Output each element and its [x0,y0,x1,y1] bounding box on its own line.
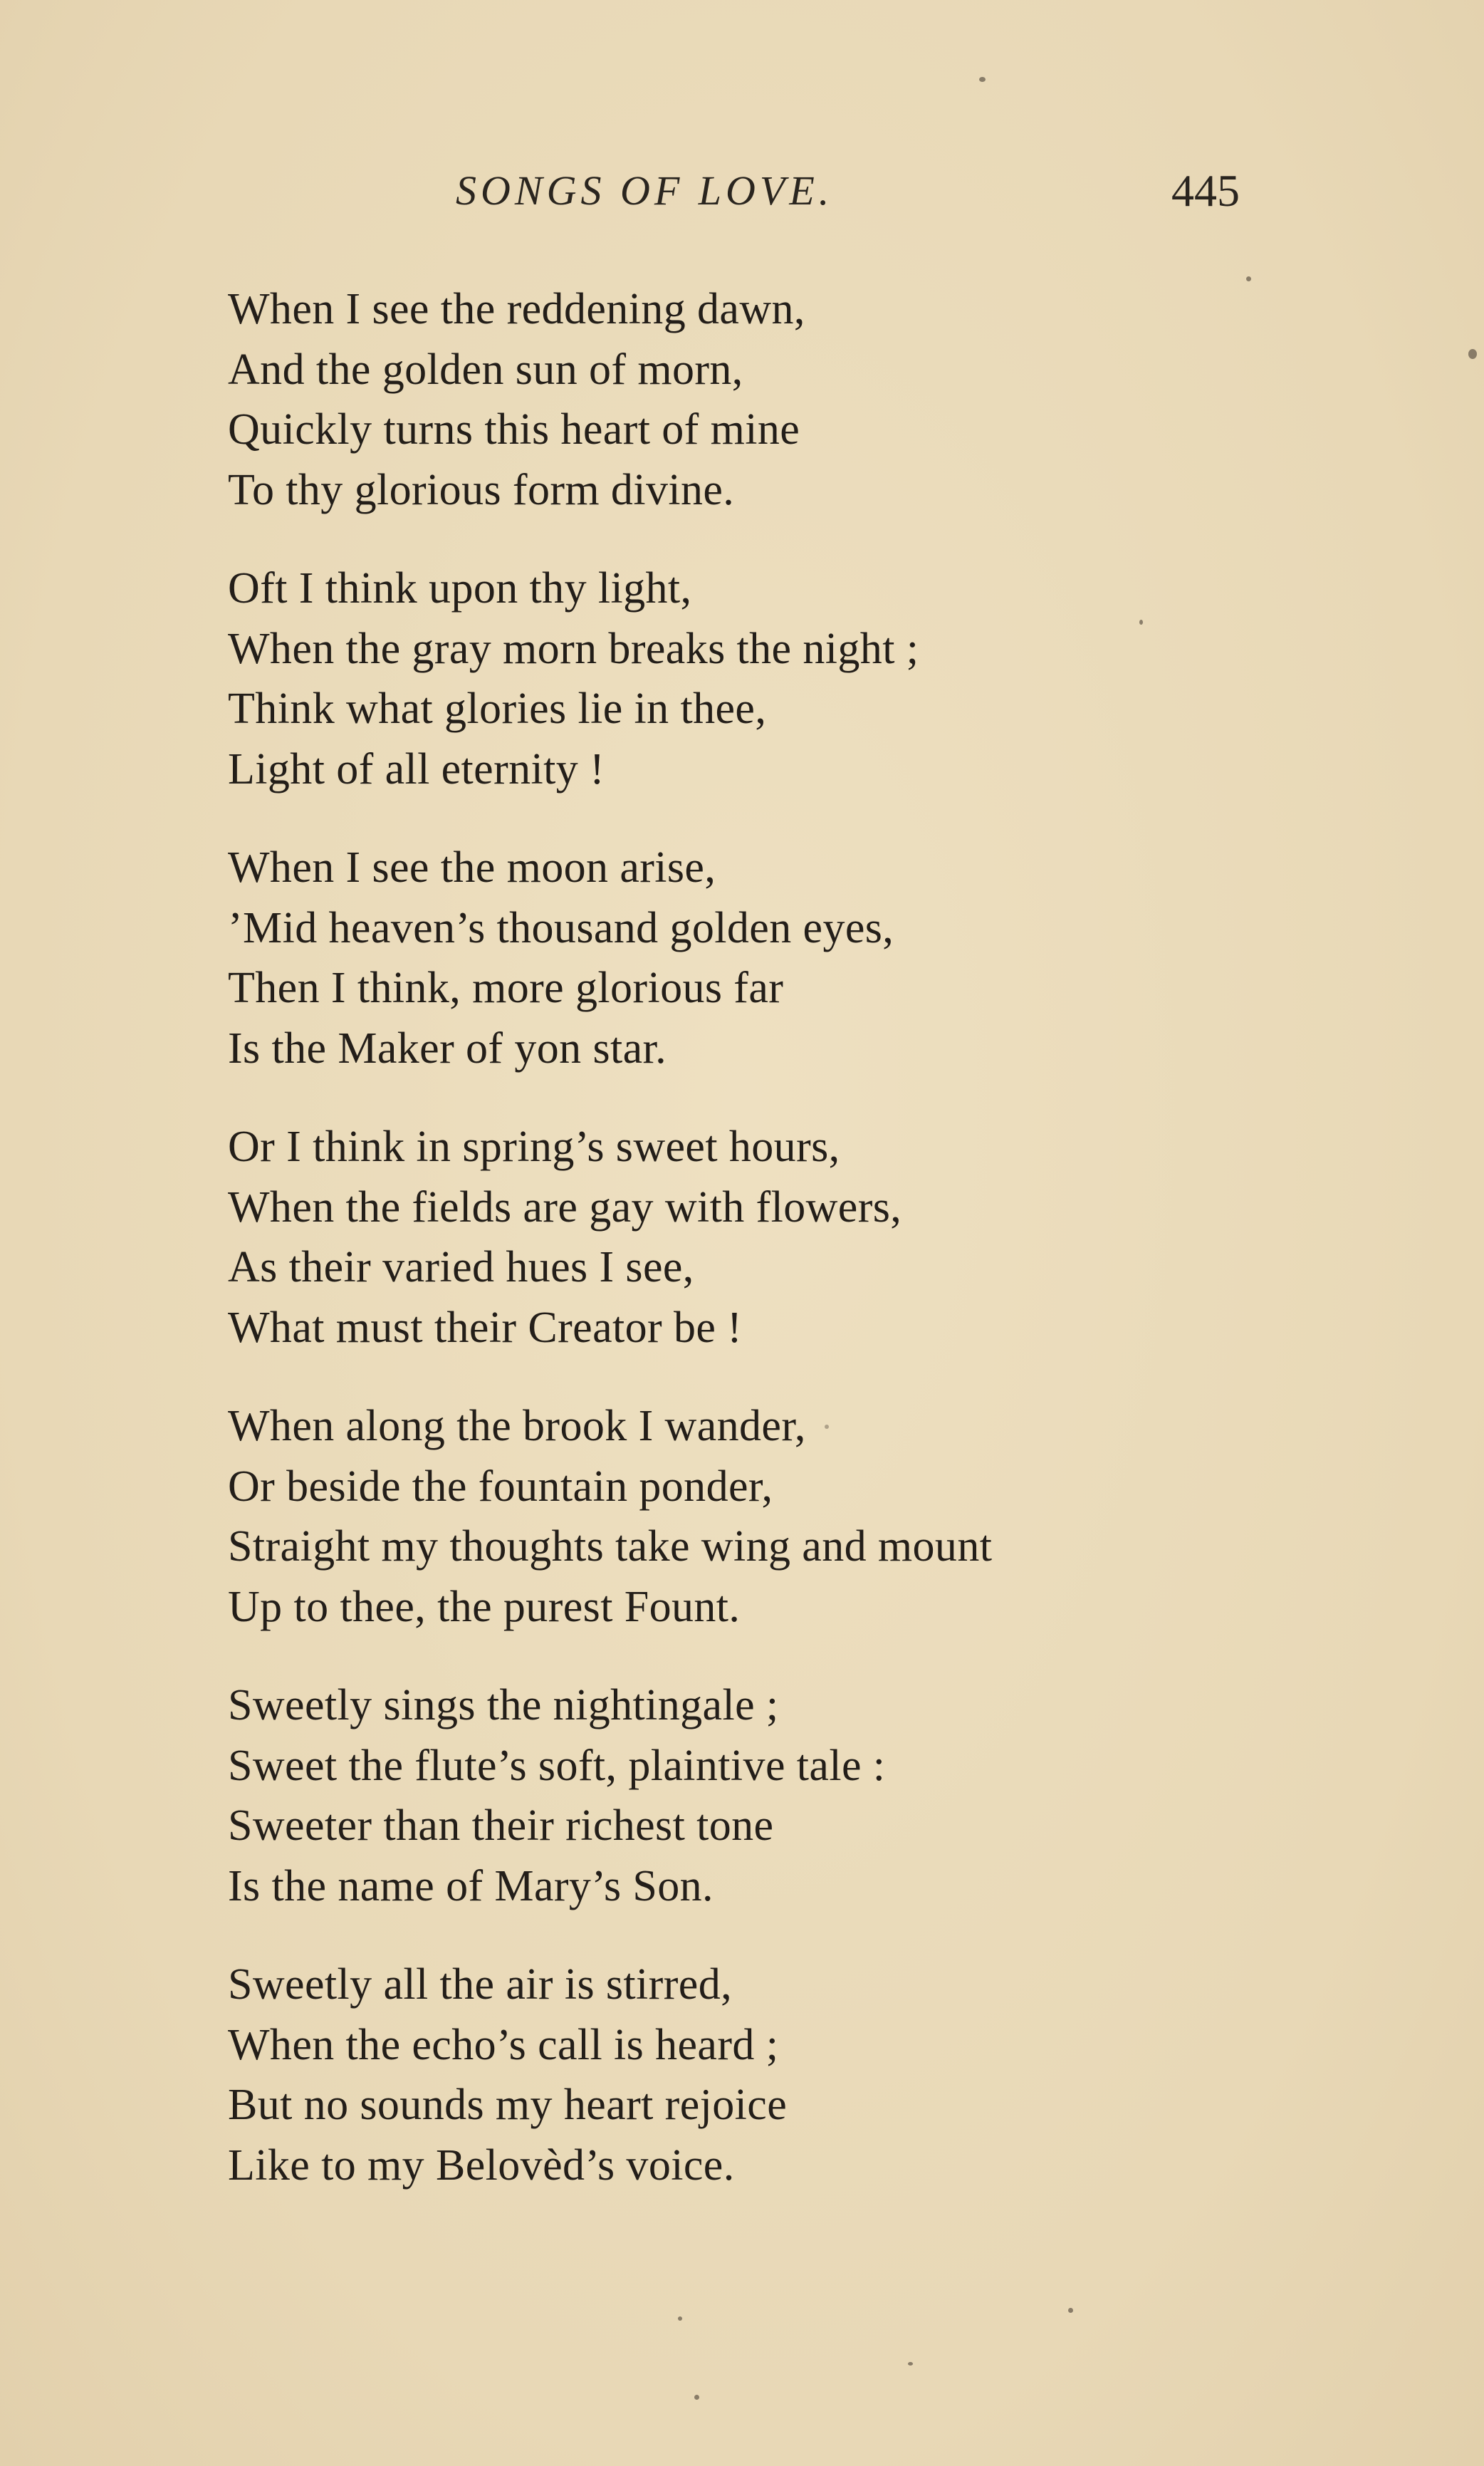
paper-speck [1468,349,1477,359]
stanza-6 [228,1675,1296,1916]
paper-speck [1139,620,1143,625]
poem-line: Think what glories lie in thee, [228,685,767,733]
poem-line: Up to thee, the purest Fount. [228,1582,741,1631]
poem-line: Sweetly sings the nightingale ; [228,1681,779,1729]
poem-line: When the gray morn breaks the night ; [228,624,919,673]
paper-speck [1068,2308,1073,2313]
poem-line: Like to my Belovèd’s voice. [228,2140,735,2190]
poem-line: Oft I think upon thy light, [228,564,692,613]
stanza-4 [228,1117,1296,1358]
running-title: SONGS OF LOVE. [456,167,834,214]
poem-line: Straight my thoughts take wing and mount [228,1522,993,1571]
poem-line: Sweet the flute’s soft, plaintive tale : [228,1741,886,1790]
stanza-7 [228,1955,1296,2195]
poem-line: Quickly turns this heart of mine [228,405,800,454]
poem-line: When the fields are gay with flowers, [228,1182,902,1232]
poem-line: Or beside the fountain ponder, [228,1462,773,1511]
poem-line: What must their Creator be ! [228,1303,743,1352]
poem-line: Then I think, more glorious far [228,964,784,1012]
poem-line: When along the brook I wander, [228,1402,806,1450]
poem-line: Or I think in spring’s sweet hours, [228,1123,840,1171]
poem-line: Light of all eternity ! [228,744,605,794]
poem-line: But no sounds my heart rejoice [228,2081,788,2129]
poem-line: ’Mid heaven’s thousand golden eyes, [228,903,894,952]
poem-line: Sweetly all the air is stirred, [228,1960,732,2009]
paper-speck [694,2395,699,2400]
page-number: 445 [1171,165,1240,216]
poem-line: To thy glorious form divine. [228,465,735,514]
paper-speck [979,77,986,82]
poem-line: When I see the reddening dawn, [228,285,805,333]
poem [228,279,1296,2195]
running-head [0,162,1484,219]
paper-speck [1246,276,1251,281]
poem-line: When the echo’s call is heard ; [228,2020,779,2069]
paper-speck [678,2316,682,2321]
poem-line: Sweeter than their richest tone [228,1801,774,1850]
stanza-5 [228,1396,1296,1637]
paper-speck [908,2362,913,2366]
poem-line: Is the name of Mary’s Son. [228,1861,714,1910]
poem-line: When I see the moon arise, [228,843,716,892]
stanza-2 [228,558,1296,799]
poem-line: As their varied hues I see, [228,1243,694,1291]
stanza-3 [228,838,1296,1078]
stanza-1 [228,279,1296,520]
poem-line: And the golden sun of morn, [228,345,743,394]
paper-speck [825,1425,829,1429]
poem-line: Is the Maker of yon star. [228,1024,667,1073]
